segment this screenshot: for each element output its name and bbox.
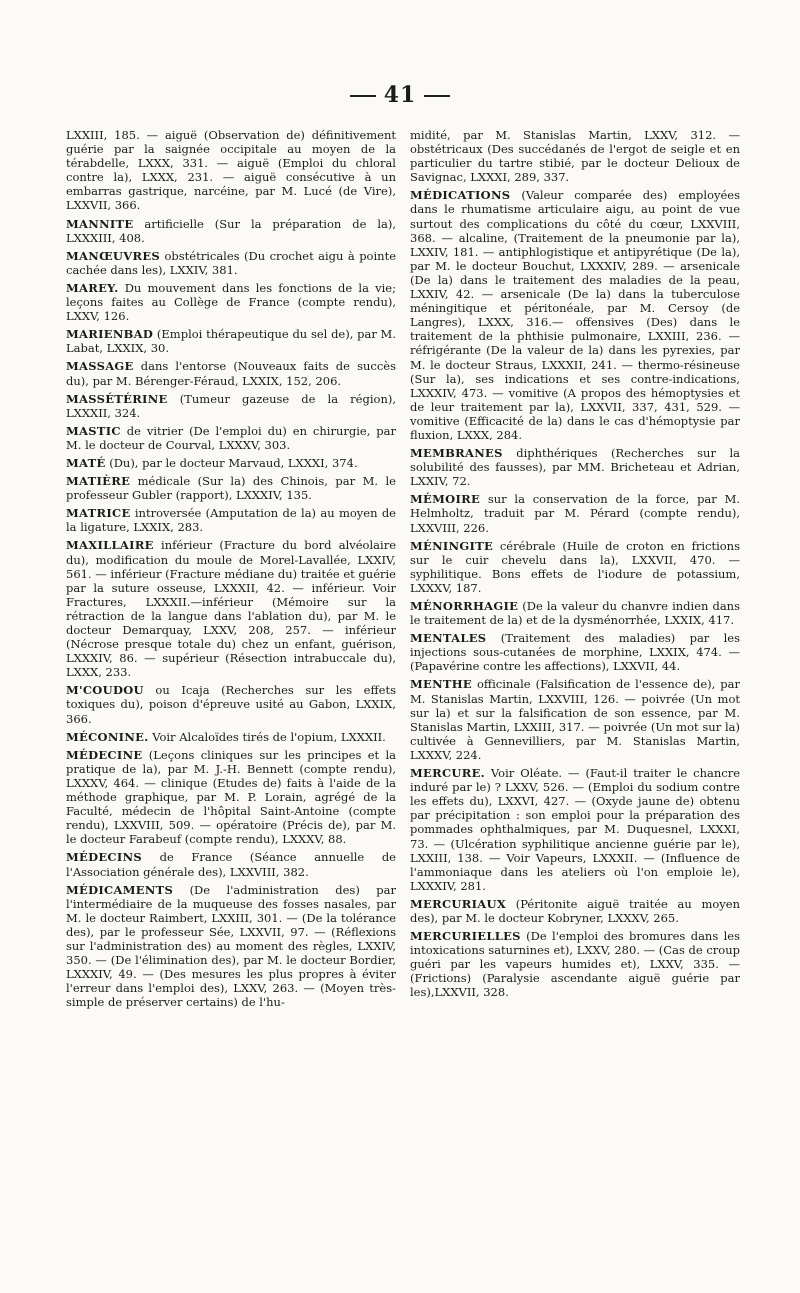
entry-text: de vitrier (De l'emploi du) en chirurgie, par M. le docteur de Courval, LXXXV, 303. — [66, 423, 396, 452]
entry-headword: MASSAGE — [66, 359, 134, 374]
index-entry — [410, 446, 740, 488]
index-entry — [66, 424, 396, 452]
entry-text: (De la valeur du chanvre indien dans le traitement de la) et de la dysménorrhée, LXXIX, 417. — [410, 599, 740, 628]
entry-headword: MATIÈRE — [66, 474, 131, 489]
entry-headword: MASSÉTÉRINE — [66, 391, 168, 406]
index-entry — [66, 538, 396, 679]
index-entry — [410, 599, 740, 627]
entry-headword: MEMBRANES — [410, 446, 503, 461]
entry-text: (Emploi thérapeutique du sel de), par M. Labat, LXXIX, 30. — [66, 327, 396, 356]
entry-text: introversée (Amputation de la) au moyen de la ligature, LXXIX, 283. — [66, 506, 396, 535]
entry-text: (Traitement des maladies) par les injections sous-cutanées de morphine, LXXIX, 474. — (Papavérine contre les affections), LXXVII, 44. — [410, 631, 740, 674]
entry-headword: MERCURE. — [410, 766, 485, 781]
entry-text: cérébrale (Huile de croton en frictions sur le cuir chevelu dans la), LXXVII, 470. — syphilitique. Bons effets de l'iodure de potassium, LXXXV, 187. — [410, 538, 740, 595]
index-entry — [66, 506, 396, 534]
entry-headword: MERCURIELLES — [410, 929, 521, 944]
index-entry — [410, 677, 740, 762]
entry-text: (Péritonite aiguë traitée au moyen des), par M. le docteur Kobryner, LXXXV, 265. — [410, 896, 740, 925]
index-entry — [66, 249, 396, 277]
entry-text: ou Icaja (Recherches sur les effets toxiques du), poison d'épreuve usité au Gabon, LXXIX, 366. — [66, 683, 396, 726]
entry-text: de France (Séance annuelle de l'Association générale des), LXXVIII, 382. — [66, 850, 396, 879]
page-header — [0, 82, 800, 108]
index-entry — [410, 631, 740, 673]
index-entry — [410, 128, 740, 184]
entry-headword: MÉDECINS — [66, 850, 142, 865]
index-entry — [66, 359, 396, 387]
entry-text: Voir Oléate. — (Faut-il traiter le chancre induré par le) ? LXXV, 526. — (Emploi du sodium contre les effets du), LXXVI, 427. — (Oxyde jaune de) obtenu par précipitation : son emploi pour la préparation des pommades ophthalmiques, par M. Duquesnel, LXXXI, 73. — (Ulcération syphilitique ancienne guérie par le), LXXIII, 138. — Voir Vapeurs, LXXXII. — (Influence de l'ammoniaque dans les ateliers où l'on emploie le), LXXXIV, 281. — [410, 766, 740, 893]
entry-headword: MÉNORRHAGIE — [410, 599, 519, 613]
header-rule-left — [350, 95, 376, 97]
index-entry — [66, 327, 396, 355]
index-entry — [66, 730, 396, 744]
index-entry — [410, 539, 740, 595]
index-entry — [66, 217, 396, 245]
entry-text: sur la conservation de la force, par M. Helmholtz, traduit par M. Pérard (compte rendu), LXXVIII, 226. — [410, 492, 740, 535]
page-number: 41 — [383, 82, 417, 108]
entry-text: médicale (Sur la) des Chinois, par M. le professeur Gubler (rapport), LXXXIV, 135. — [66, 474, 396, 503]
entry-text: (Tumeur gazeuse de la région), LXXXII, 324. — [66, 391, 396, 420]
entry-headword: MÉDICATIONS — [410, 188, 511, 203]
entry-headword: MENTHE — [410, 677, 472, 692]
entry-headword: MARIENBAD — [66, 327, 154, 342]
entry-headword: MÉDECINE — [66, 747, 143, 762]
entry-text: officinale (Falsification de l'essence de), par M. Stanislas Martin, LXXVIII, 126. — poivrée (Un mot sur la) et sur la falsification de son essence, par M. Stanislas Martin, LXXIII, 317. — poivrée (Un mot sur la) cultivée à Gennevilliers, par M. Stanislas Martin, LXXXV, 224. — [410, 677, 740, 762]
entry-headword: MÉMOIRE — [410, 492, 481, 507]
entry-text: LXXIII, 185. — aiguë (Observation de) définitivement guérie par la saignée occipitale au moyen de la térabdelle, LXXX, 331. — aiguë (Emploi du chloral contre la), LXXX, 231. — aiguë consécutive à un embarras gastrique, narcéine, par M. Lucé (de Vire), LXXVII, 366. — [66, 128, 396, 213]
index-entry — [66, 392, 396, 420]
entry-headword: MAXILLAIRE — [66, 538, 154, 553]
entry-text: Voir Alcaloïdes tirés de l'opium, LXXXII. — [148, 729, 386, 744]
entry-text: (Valeur comparée des) employées dans le rhumatisme articulaire aigu, au point de vue surtout des complications du côté du cœur, LXXVIII, 368. — alcaline, (Traitement de la pneumonie par la), LXXIV, 181. — antiphlogistique et antipyrétique (De la), par M. le docteur Bouchut, LXXXIV, 289. — arsenicale (De la) dans le traitement des maladies de la peau, LXXIV, 42. — arsenicale (De la) dans la tuberculose méningitique et péritonéale, par M. Cersoy (de Langres), LXXX, 316.— offensives (Des) dans le traitement de la phthisie pulmonaire, LXXIII, 236. — réfrigérante (De la valeur de la) dans les pyrexies, par M. le docteur Straus, LXXXII, 241. — thermo-résineuse (Sur la), ses indications et ses contre-indications, LXXXIV, 473. — vomitive (A propos des hémoptysies et de leur traitement par la), LXXVII, 337, 431, 529. — vomitive (Efficacité de la) dans le cas d'hémoptysie par fluxion, LXXX, 284. — [410, 188, 740, 442]
entry-text: (Du), par le docteur Marvaud, LXXXI, 374. — [105, 455, 358, 470]
index-entry — [66, 456, 396, 470]
entry-headword: MANNITE — [66, 216, 134, 231]
entry-headword: MASTIC — [66, 423, 121, 438]
entry-text: (De l'administration des) par l'intermédiaire de la muqueuse des fosses nasales, par M. le docteur Raimbert, LXXIII, 301. — (De la tolérance des), par le professeur Sée, LXXVII, 97. — (Réflexions sur l'administration des) au moment des règles, LXXIV, 350. — (De l'élimination des), par M. le docteur Bordier, LXXXIV, 49. — (Des mesures les plus propres à éviter l'erreur dans l'emploi des), LXXV, 263. — (Moyen très-simple de préserver certains) de l'hu- — [66, 882, 396, 1010]
entry-text: dans l'entorse (Nouveaux faits de succès du), par M. Bérenger-Féraud, LXXIX, 152, 206. — [66, 359, 396, 388]
entry-text: Du mouvement dans les fonctions de la vie; leçons faites au Collège de France (compte rendu), LXXV, 126. — [66, 280, 396, 324]
entry-headword: MATÉ — [66, 455, 106, 470]
entry-headword: MATRICE — [66, 506, 131, 521]
entry-headword: MÉNINGITE — [410, 538, 494, 553]
entry-text: diphthériques (Recherches sur la solubilité des fausses), par MM. Bricheteau et Adrian, LXXIV, 72. — [410, 446, 740, 489]
index-entry — [410, 188, 740, 442]
index-entry — [66, 850, 396, 878]
index-entry — [66, 883, 396, 1010]
entry-text: artificielle (Sur la préparation de la), LXXXIII, 408. — [66, 216, 396, 245]
header-rule-right — [424, 95, 450, 97]
entry-text: obstétricales (Du crochet aigu à pointe cachée dans les), LXXIV, 381. — [66, 248, 396, 277]
entry-text: (Leçons cliniques sur les principes et la pratique de la), par M. J.-H. Bennett (compte rendu), LXXXV, 464. — clinique (Etudes de) faits à l'aide de la méthode graphique, par M. P. Lorain, agrégé de la Faculté, médecin de l'hôpital Saint-Antoine (compte rendu), LXXVIII, 509. — opératoire (Précis de), par M. le docteur Farabeuf (compte rendu), LXXXV, 88. — [66, 747, 396, 847]
index-entry — [66, 748, 396, 847]
entry-text: inférieur (Fracture du bord alvéolaire du), modification du moule de Morel-Lavallée, LXXIV, 561. — inférieur (Fracture médiane du) traitée et guérie par la suture osseuse, LXXXII, 42. — inférieur. Voir Fractures, LXXXII.—inférieur (Mémoire sur la rétraction de la langue dans l'ablation du), par M. le docteur Demarquay, LXXV, 208, 257. — inférieur (Nécrose presque totale du) chez un enfant, guérison, LXXXIV, 86. — supérieur (Résection intrabuccale du), LXXX, 233. — [66, 538, 396, 680]
entry-headword: MANŒUVRES — [66, 248, 161, 263]
index-entry — [410, 897, 740, 925]
index-entry — [410, 766, 740, 893]
entry-headword: MAREY. — [66, 280, 119, 295]
right-column — [410, 128, 740, 1004]
entry-text: (De l'emploi des bromures dans les intoxications saturnines et), LXXV, 280. — (Cas de croup guéri par les vapeurs humides et), LXXV, 335. — (Frictions) (Paralysie ascendante aiguë guérie par les),LXXVII, 328. — [410, 929, 740, 1000]
index-entry — [66, 128, 396, 213]
index-entry — [66, 281, 396, 323]
entry-headword: MÉDICAMENTS — [66, 882, 174, 897]
index-entry — [66, 683, 396, 725]
entry-headword: MERCURIAUX — [410, 896, 507, 911]
index-entry — [66, 474, 396, 502]
entry-headword: M'COUDOU — [66, 683, 144, 698]
entry-text: midité, par M. Stanislas Martin, LXXV, 312. — obstétricaux (Des succédanés de l'ergot de seigle et en particulier du tartre stibié, par le docteur Delioux de Savignac, LXXXI, 289, 337. — [410, 128, 740, 185]
entry-headword: MENTALES — [410, 631, 487, 646]
entry-headword: MÉCONINE. — [66, 729, 149, 744]
index-entry — [410, 929, 740, 999]
left-column — [66, 128, 396, 1013]
index-entry — [410, 492, 740, 534]
